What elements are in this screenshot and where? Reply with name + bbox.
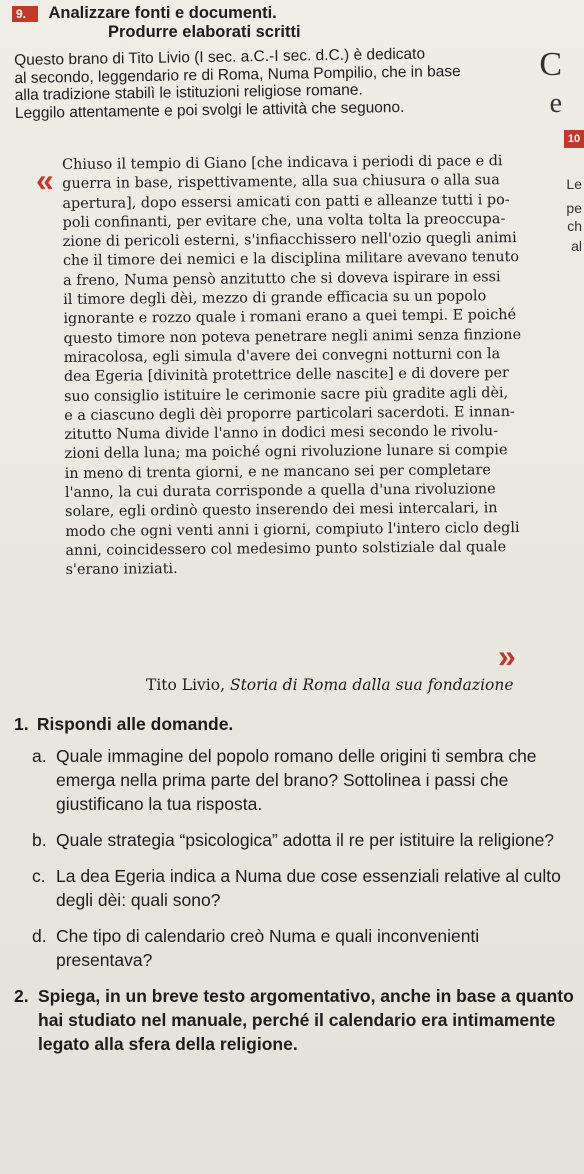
passage-line: dea Egeria [divinità protettrice delle nascite] e di dovere per	[63, 365, 509, 386]
passage-line: l'anno, la cui durata corrisponde a quella d'una rivoluzione	[64, 481, 496, 502]
side-letter-e: e	[549, 88, 562, 119]
passage-line: zioni della luna; ma poiché ogni rivoluzione lunare si compie	[64, 442, 508, 463]
side-fragment: ch	[567, 218, 582, 234]
question-number: 2.	[14, 986, 29, 1006]
intro-text	[14, 44, 505, 122]
open-quote-mark: «	[36, 162, 46, 198]
passage-line: questo timore non poteva penetrare negli animi senza finzione	[63, 326, 522, 347]
passage-line: e a ciascuno degli dèi proporre particolari sacerdoti. E innan-	[64, 403, 515, 424]
passage-line: solare, egli ordinò questo inserendo dei mesi intercalari, in	[65, 500, 498, 521]
passage-line: il timore degli dèi, mezzo di grande efficacia su un popolo	[63, 288, 487, 309]
question-text: Spiega, in un breve testo argomentativo, anche in base a quanto hai studiato nel manuale, perché il calendario era intimamente legato alla sfera della religione.	[38, 986, 574, 1054]
sub-question-letter: d.	[32, 926, 47, 946]
passage-line: modo che ogni venti anni i giorni, compiuto l'intero ciclo degli	[65, 519, 520, 540]
sub-question	[32, 924, 574, 972]
sub-question-letter: a.	[32, 746, 47, 766]
passage-line: anni, coincidessero col medesimo punto solstiziale dal quale	[65, 539, 507, 559]
passage-line: ignorante e rozzo quale i romani erano a quei tempi. E poiché	[63, 307, 517, 328]
side-fragment: al	[571, 238, 582, 254]
passage-line: in meno di trenta giorni, e ne mancano sei per completare	[64, 462, 491, 482]
passage-line: a freno, Numa pensò anzitutto che si doveva ispirare in essi	[63, 268, 501, 289]
intro-line: Questo brano di Tito Livio (I sec. a.C.-I sec. d.C.) è dedicato	[14, 45, 426, 69]
passage-line: s'erano iniziati.	[65, 561, 178, 579]
passage-line: suo consiglio istituire le cerimonie sacre più gradite agli dèi,	[64, 384, 509, 405]
question-title: Rispondi alle domande.	[36, 714, 234, 734]
sub-question	[32, 744, 574, 816]
sub-question-letter: c.	[32, 866, 46, 886]
side-letter: C	[539, 46, 562, 83]
passage-line: apertura], dopo essersi amicati con patti e alleanze tutti i po-	[62, 191, 510, 212]
source-work: Storia di Roma dalla sua fondazione	[229, 676, 514, 694]
exercise-title: Analizzare fonti e documenti.	[48, 4, 277, 22]
livy-passage	[62, 152, 532, 581]
sub-question-text: Che tipo di calendario creò Numa e quali inconvenienti presentava?	[56, 926, 480, 970]
intro-line: alla tradizione stabilì le istituzioni religiose romane.	[14, 81, 363, 104]
side-fragment: Le	[566, 176, 582, 192]
sub-question-letter: b.	[32, 830, 47, 850]
question-1-heading	[14, 712, 574, 736]
exercise-number-badge: 9.	[12, 6, 38, 22]
passage-line: poli confinanti, per evitare che, una volta tolta la preoccupa-	[62, 211, 506, 231]
exercise-subtitle: Produrre elaborati scritti	[108, 23, 301, 41]
side-page-number: 10	[564, 130, 584, 148]
passage-line: Chiuso il tempio di Giano [che indicava i periodi di pace e di	[62, 153, 503, 173]
exercise-questions	[14, 712, 574, 1056]
passage-line: che il timore dei nemici e la disciplina militare avevano tenuto	[62, 249, 520, 270]
sub-question	[32, 864, 574, 912]
source-author: Tito Livio,	[146, 676, 226, 694]
passage-line: guerra in base, rispettivamente, alla sua chiusura o alla sua	[62, 172, 500, 193]
sub-question-text: Quale strategia “psicologica” adotta il re per istituire la religione?	[56, 830, 555, 850]
sub-question-text: La dea Egeria indica a Numa due cose essenziali relative al culto degli dèi: quali sono?	[56, 866, 561, 910]
sub-question-text: Quale immagine del popolo romano delle origini ti sembra che emerga nella prima parte del brano? Sottolinea i passi che giustificano la tua risposta.	[56, 746, 537, 814]
question-2	[14, 984, 574, 1056]
question-number: 1.	[14, 714, 29, 734]
adjacent-page-fragment	[534, 40, 584, 270]
side-fragment: pe	[566, 200, 582, 216]
close-quote-mark: »	[498, 638, 508, 674]
exercise-header	[12, 4, 492, 42]
sub-question	[32, 828, 574, 852]
source-citation	[146, 676, 576, 694]
intro-line: Leggilo attentamente e poi svolgi le attività che seguono.	[14, 98, 405, 122]
passage-line: miracolosa, egli simula d'avere dei convegni notturni con la	[63, 346, 501, 366]
intro-line: al secondo, leggendario re di Roma, Numa Pompilio, che in base	[14, 62, 461, 87]
passage-line: zitutto Numa divide l'anno in dodici mesi secondo le rivolu-	[64, 423, 499, 444]
passage-line: zione di pericoli esterni, s'infiacchissero nell'ozio quegli animi	[62, 230, 517, 251]
